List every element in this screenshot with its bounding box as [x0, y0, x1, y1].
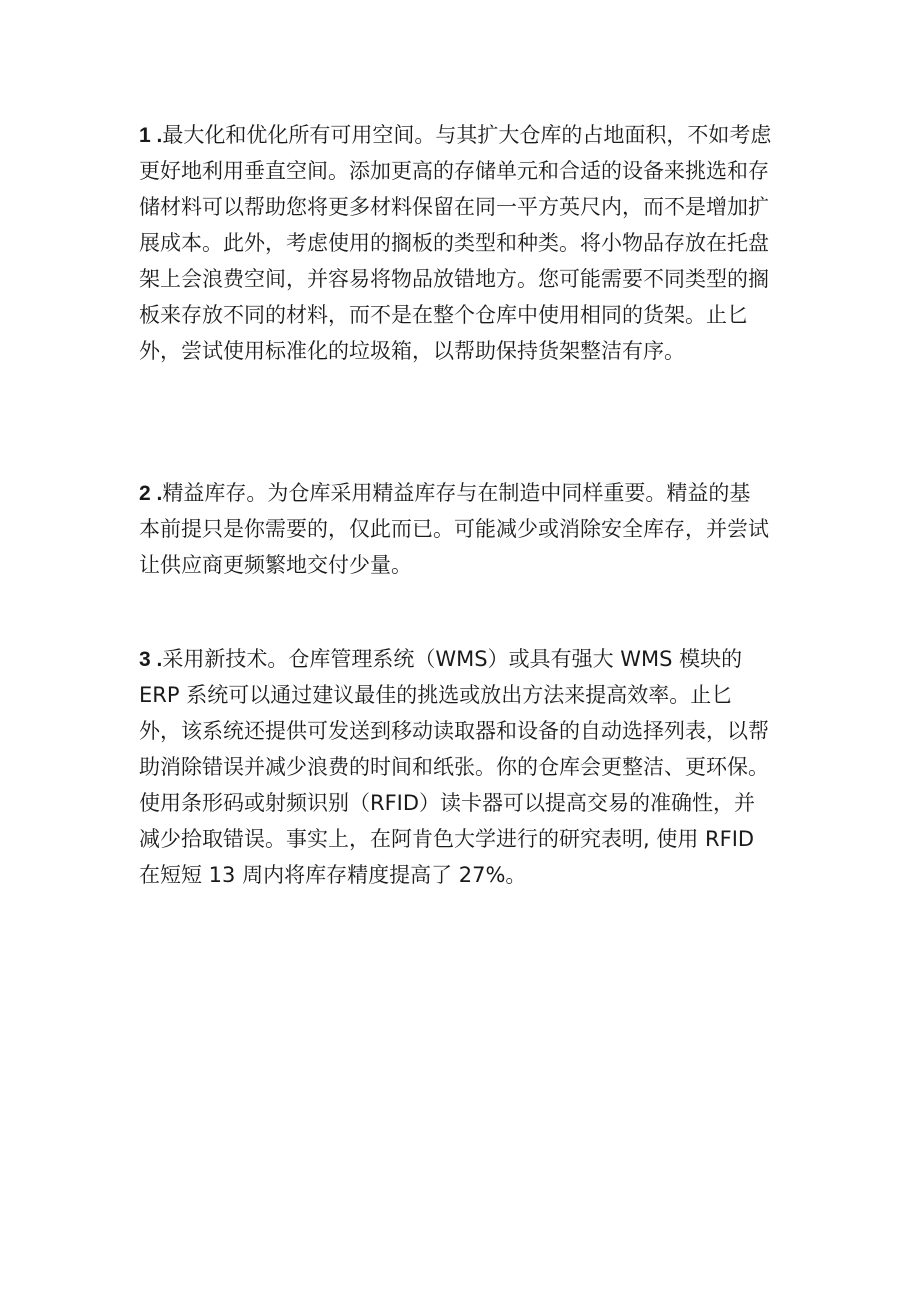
- paragraph-2-number: 2 .: [139, 482, 163, 505]
- paragraph-3-number: 3 .: [139, 648, 163, 671]
- paragraph-3-line-5: 使用条形码或射频识别（RFID）读卡器可以提高交易的准确性，并: [139, 791, 756, 815]
- paragraph-3-line-1: [139, 641, 799, 677]
- paragraph-1-line-4: 展成本。此外，考虑使用的搁板的类型和种类。将小物品存放在托盘: [139, 231, 769, 255]
- paragraph-1-line-2: 更好地利用垂直空间。添加更高的存储单元和合适的设备来挑选和存: [139, 159, 769, 183]
- paragraph-2-text: 精益库存。为仓库采用精益库存与在制造中同样重要。精益的基: [162, 481, 751, 505]
- paragraph-3-line-7: 在短短 13 周内将库存精度提高了 27%。: [139, 863, 527, 887]
- paragraph-2-line-2: 本前提只是你需要的，仅此而已。可能减少或消除安全库存，并尝试: [139, 517, 769, 541]
- paragraph-1-line-6: 板来存放不同的材料，而不是在整个仓库中使用相同的货架。止匕: [139, 303, 748, 327]
- paragraph-1-line-5: 架上会浪费空间，并容易将物品放错地方。您可能需要不同类型的搁: [139, 267, 769, 291]
- paragraph-2-line-3: 让供应商更频繁地交付少量。: [139, 553, 412, 577]
- paragraph-3-text: 采用新技术。仓库管理系统（WMS）或具有强大 WMS 模块的: [162, 647, 743, 671]
- paragraph-1-text: 最大化和优化所有可用空间。与其扩大仓库的占地面积，不如考虑: [162, 123, 772, 147]
- paragraph-3-line-6: 减少拾取错误。事实上，在阿肯色大学进行的研究表明, 使用 RFID: [139, 827, 755, 851]
- paragraph-1-number: 1 .: [139, 124, 163, 147]
- paragraph-1: [139, 117, 799, 369]
- paragraph-2-line-1: [139, 475, 799, 511]
- paragraph-3-line-2: ERP 系统可以通过建议最佳的挑选或放出方法来提高效率。止匕: [139, 683, 733, 707]
- paragraph-3: [139, 641, 799, 893]
- paragraph-3-line-4: 助消除错误并减少浪费的时间和纸张。你的仓库会更整洁、更环保。: [139, 755, 769, 779]
- paragraph-1-line-3: 储材料可以帮助您将更多材料保留在同一平方英尺内，而不是增加扩: [139, 195, 769, 219]
- paragraph-1-line-7: 外，尝试使用标准化的垃圾箱，以帮助保持货架整洁有序。: [139, 339, 685, 363]
- paragraph-2: [139, 475, 799, 583]
- paragraph-1-line-1: [139, 117, 799, 153]
- paragraph-3-line-3: 外，该系统还提供可发送到移动读取器和设备的自动选择列表，以帮: [139, 719, 769, 743]
